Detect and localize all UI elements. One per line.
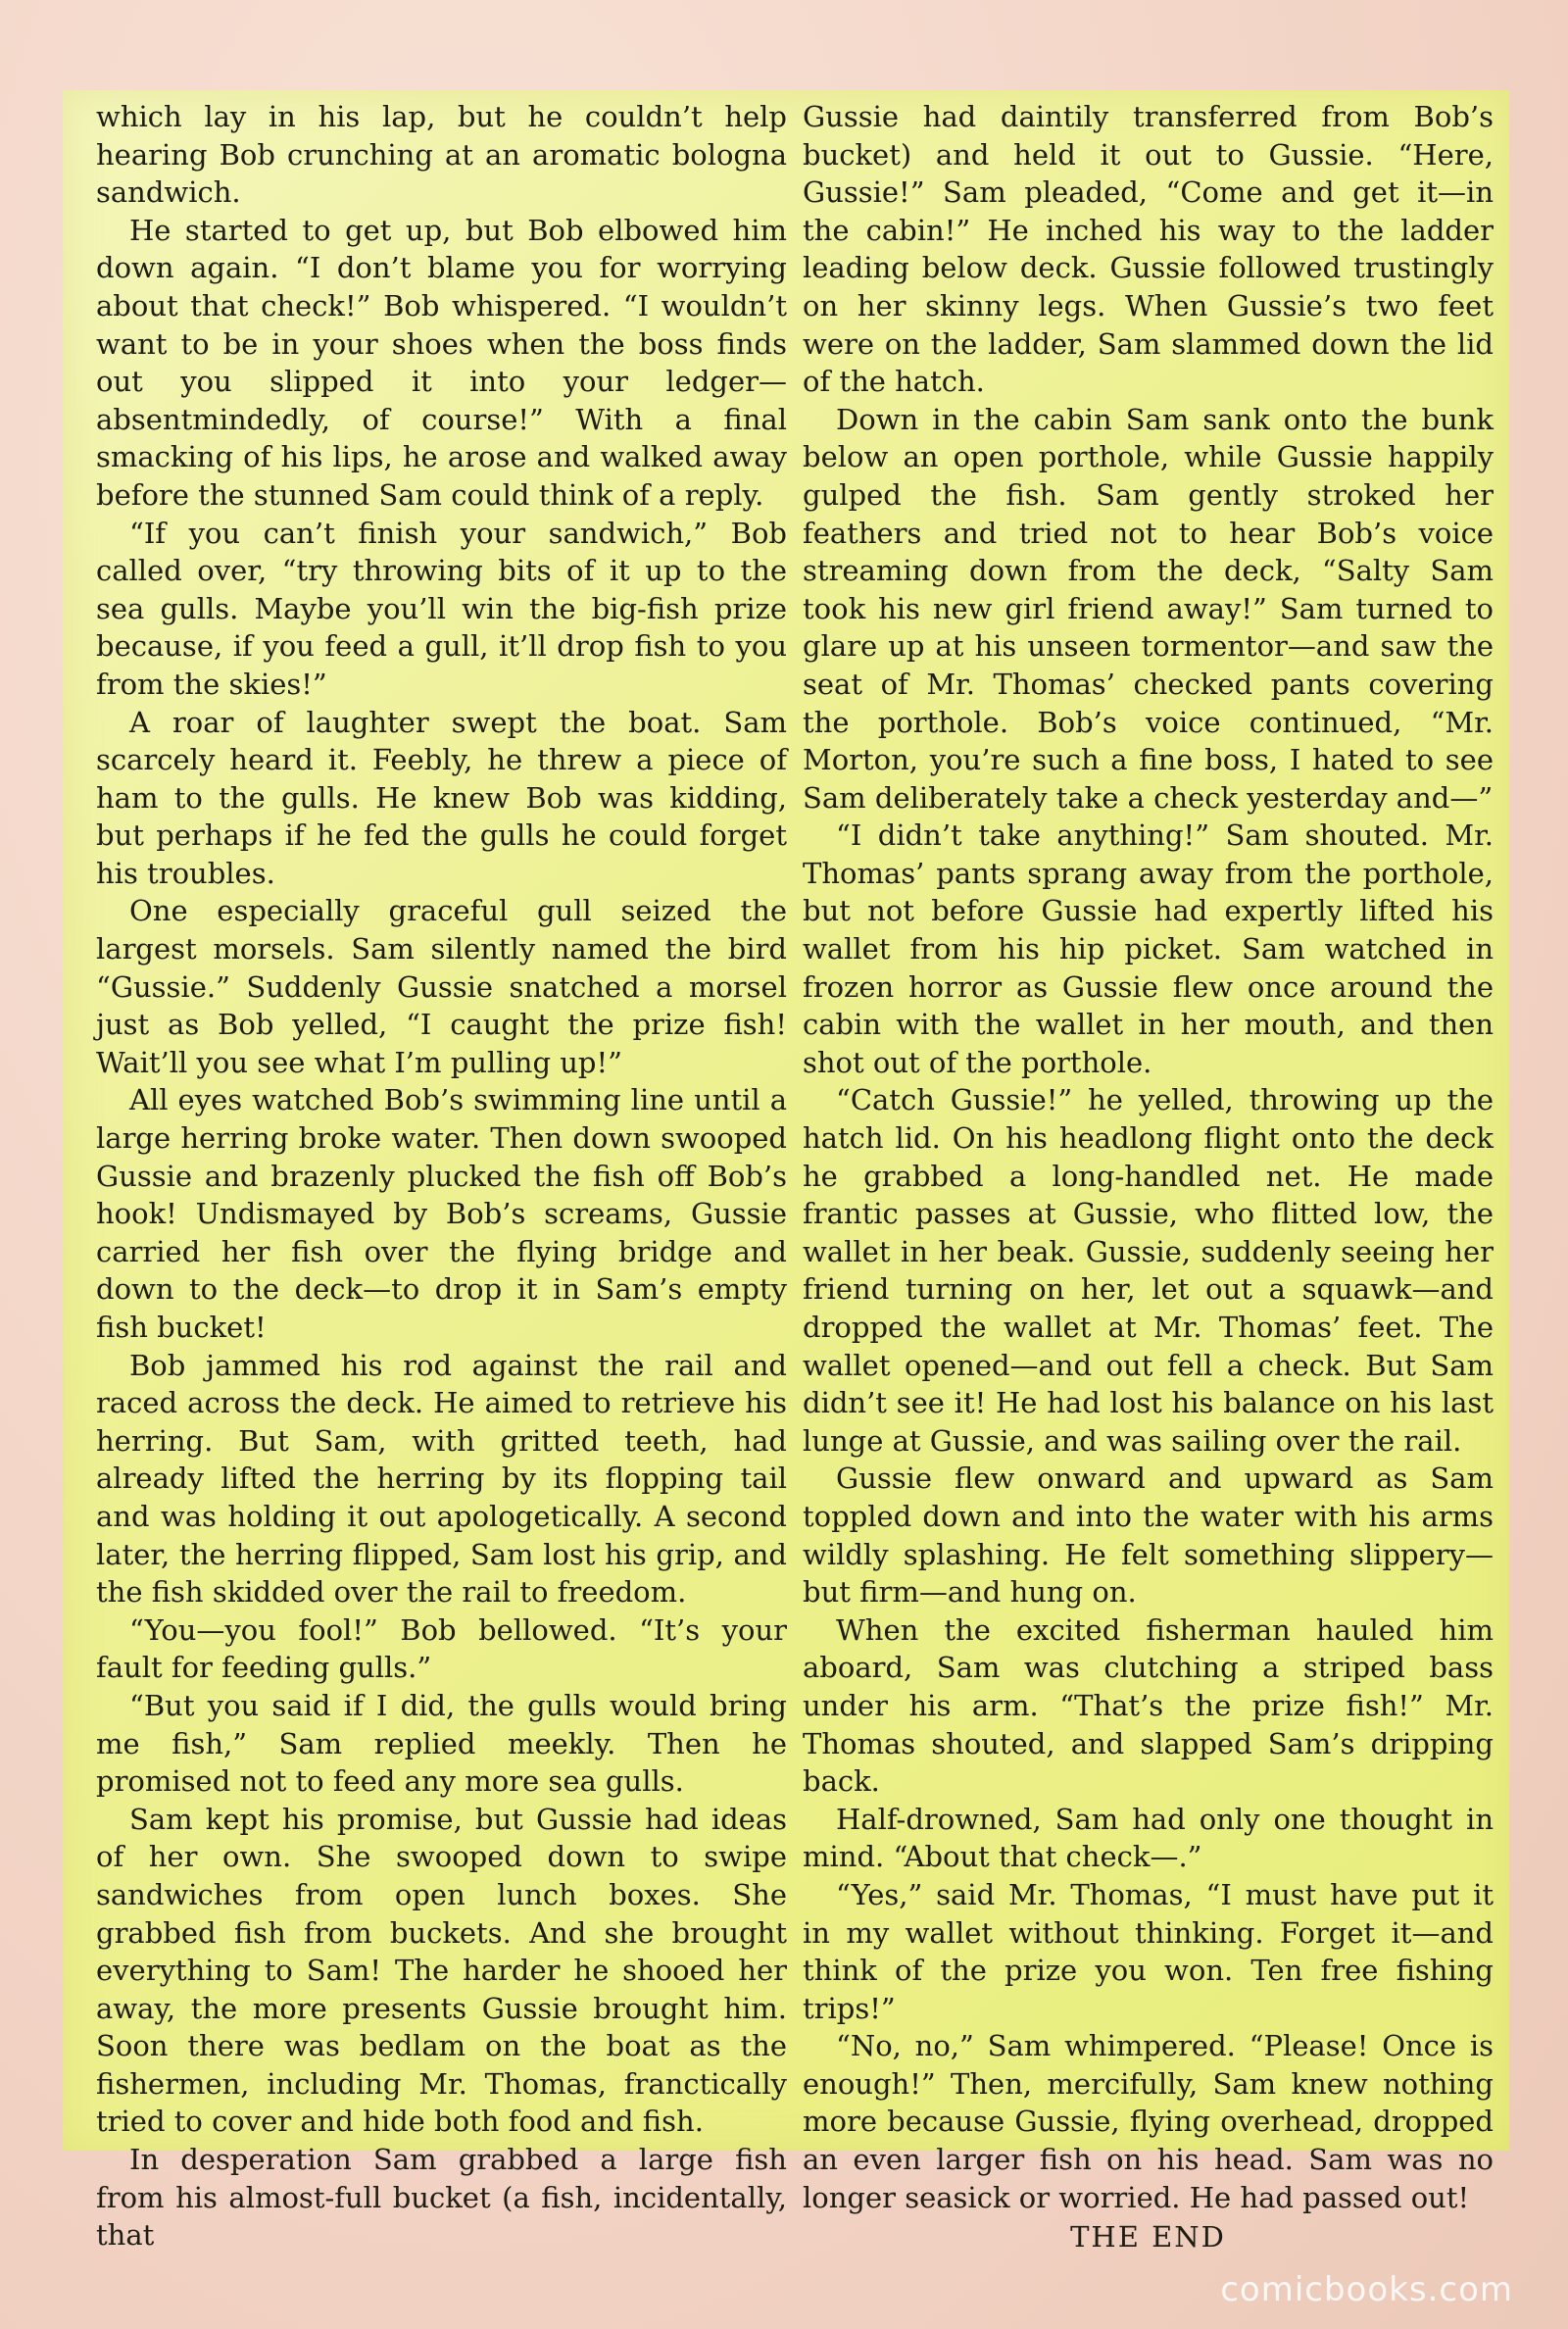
- paragraph: Sam kept his promise, but Gussie had ideas of her own. She swooped down to swipe sandwiches from open lunch boxes. She grabbed fish from buckets. And she brought everything to Sam! The harder he shooed her away, the more presents Gussie brought him. Soon there was bedlam on the boat as the fishermen, including Mr. Thomas, franctically tried to cover and hide both food and fish.: [96, 1802, 787, 2139]
- paragraph: One especially graceful gull seized the largest morsels. Sam silently named the bird “Gussie.” Suddenly Gussie snatched a morsel just as Bob yelled, “I caught the prize fish! Wait’ll you see what I’m pulling up!”: [96, 894, 787, 1079]
- paragraph: which lay in his lap, but he couldn’t help hearing Bob crunching at an aromatic bologna sandwich.: [96, 100, 787, 210]
- story-text-panel: [63, 90, 1509, 2255]
- paragraph: “If you can’t finish your sandwich,” Bob called over, “try throwing bits of it up to the sea gulls. Maybe you’ll win the big-fish prize because, if you feed a gull, it’ll drop fish to you from the skies!”: [96, 516, 787, 701]
- paragraph: “Catch Gussie!” he yelled, throwing up the hatch lid. On his headlong flight onto the deck he grabbed a long-handled net. He made frantic passes at Gussie, who flitted low, the wallet in her beak. Gussie, suddenly seeing her friend turning on her, let out a squawk—and dropped the wallet at Mr. Thomas’ feet. The wallet opened—and out fell a check. But Sam didn’t see it! He had lost his balance on his last lunge at Gussie, and was sailing over the rail.: [803, 1083, 1494, 1458]
- paragraph: Half-drowned, Sam had only one thought in mind. “About that check—.”: [803, 1802, 1494, 1874]
- paragraph: A roar of laughter swept the boat. Sam scarcely heard it. Feebly, he threw a piece of ham to the gulls. He knew Bob was kidding, but perhaps if he fed the gulls he could forget his troubles.: [96, 705, 787, 890]
- paragraph: Gussie had daintily transferred from Bob’s bucket) and held it out to Gussie. “Here, Gussie!” Sam pleaded, “Come and get it—in the cabin!” He inched his way to the ladder leading below deck. Gussie followed trustingly on her skinny legs. When Gussie’s two feet were on the ladder, Sam slammed down the lid of the hatch.: [803, 100, 1494, 399]
- paragraph: He started to get up, but Bob elbowed him down again. “I don’t blame you for worrying about that check!” Bob whispered. “I wouldn’t want to be in your shoes when the boss finds out you slipped it into your ledger—absentmindedly, of course!” With a final smacking of his lips, he arose and walked away before the stunned Sam could think of a reply.: [96, 213, 787, 512]
- paragraph: When the excited fisherman hauled him aboard, Sam was clutching a striped bass under his arm. “That’s the prize fish!” Mr. Thomas shouted, and slapped Sam’s dripping back.: [803, 1612, 1494, 1799]
- paragraph: “You—you fool!” Bob bellowed. “It’s your fault for feeding gulls.”: [96, 1612, 787, 1685]
- paragraph: In desperation Sam grabbed a large fish from his almost-full bucket (a fish, incidentally, that: [96, 2143, 787, 2253]
- paragraph: Gussie flew onward and upward as Sam toppled down and into the water with his arms wildly splashing. He felt something slippery—but firm—and hung on.: [803, 1462, 1494, 1610]
- paragraph: Down in the cabin Sam sank onto the bunk below an open porthole, while Gussie happily gulped the fish. Sam gently stroked her feathers and tried not to hear Bob’s voice streaming down from the deck, “Salty Sam took his new girl friend away!” Sam turned to glare up at his unseen tormentor—and saw the seat of Mr. Thomas’ checked pants covering the porthole. Bob’s voice continued, “Mr. Morton, you’re such a fine boss, I hated to see Sam deliberately take a check yesterday and—”: [803, 402, 1494, 815]
- paragraph: “I didn’t take anything!” Sam shouted. Mr. Thomas’ pants sprang away from the porthole, but not before Gussie had expertly lifted his wallet from his hip picket. Sam watched in frozen horror as Gussie flew once around the cabin with the wallet in her mouth, and then shot out of the porthole.: [803, 818, 1494, 1079]
- paragraph: All eyes watched Bob’s swimming line until a large herring broke water. Then down swooped Gussie and brazenly plucked the fish off Bob’s hook! Undismayed by Bob’s screams, Gussie carried her fish over the flying bridge and down to the deck—to drop it in Sam’s empty fish bucket!: [96, 1083, 787, 1344]
- right-text-column: [803, 98, 1494, 2256]
- paragraph: “Yes,” said Mr. Thomas, “I must have put it in my wallet without thinking. Forget it—and think of the prize you won. Ten free fishing trips!”: [803, 1877, 1494, 2025]
- paragraph: “No, no,” Sam whimpered. “Please! Once is enough!” Then, mercifully, Sam knew nothing more because Gussie, flying overhead, dropped an even larger fish on his head. Sam was no longer seasick or worried. He had passed out!: [803, 2029, 1494, 2214]
- paragraph: “But you said if I did, the gulls would bring me fish,” Sam replied meekly. Then he promised not to feed any more sea gulls.: [96, 1688, 787, 1799]
- left-text-column: [96, 98, 787, 2255]
- site-watermark: comicbooks.com: [1220, 2270, 1513, 2309]
- the-end-label: THE END: [1070, 2220, 1226, 2255]
- paragraph: Bob jammed his rod against the rail and raced across the deck. He aimed to retrieve his herring. But Sam, with gritted teeth, had already lifted the herring by its flopping tail and was holding it out apologetically. A second later, the herring flipped, Sam lost his grip, and the fish skidded over the rail to freedom.: [96, 1348, 787, 1610]
